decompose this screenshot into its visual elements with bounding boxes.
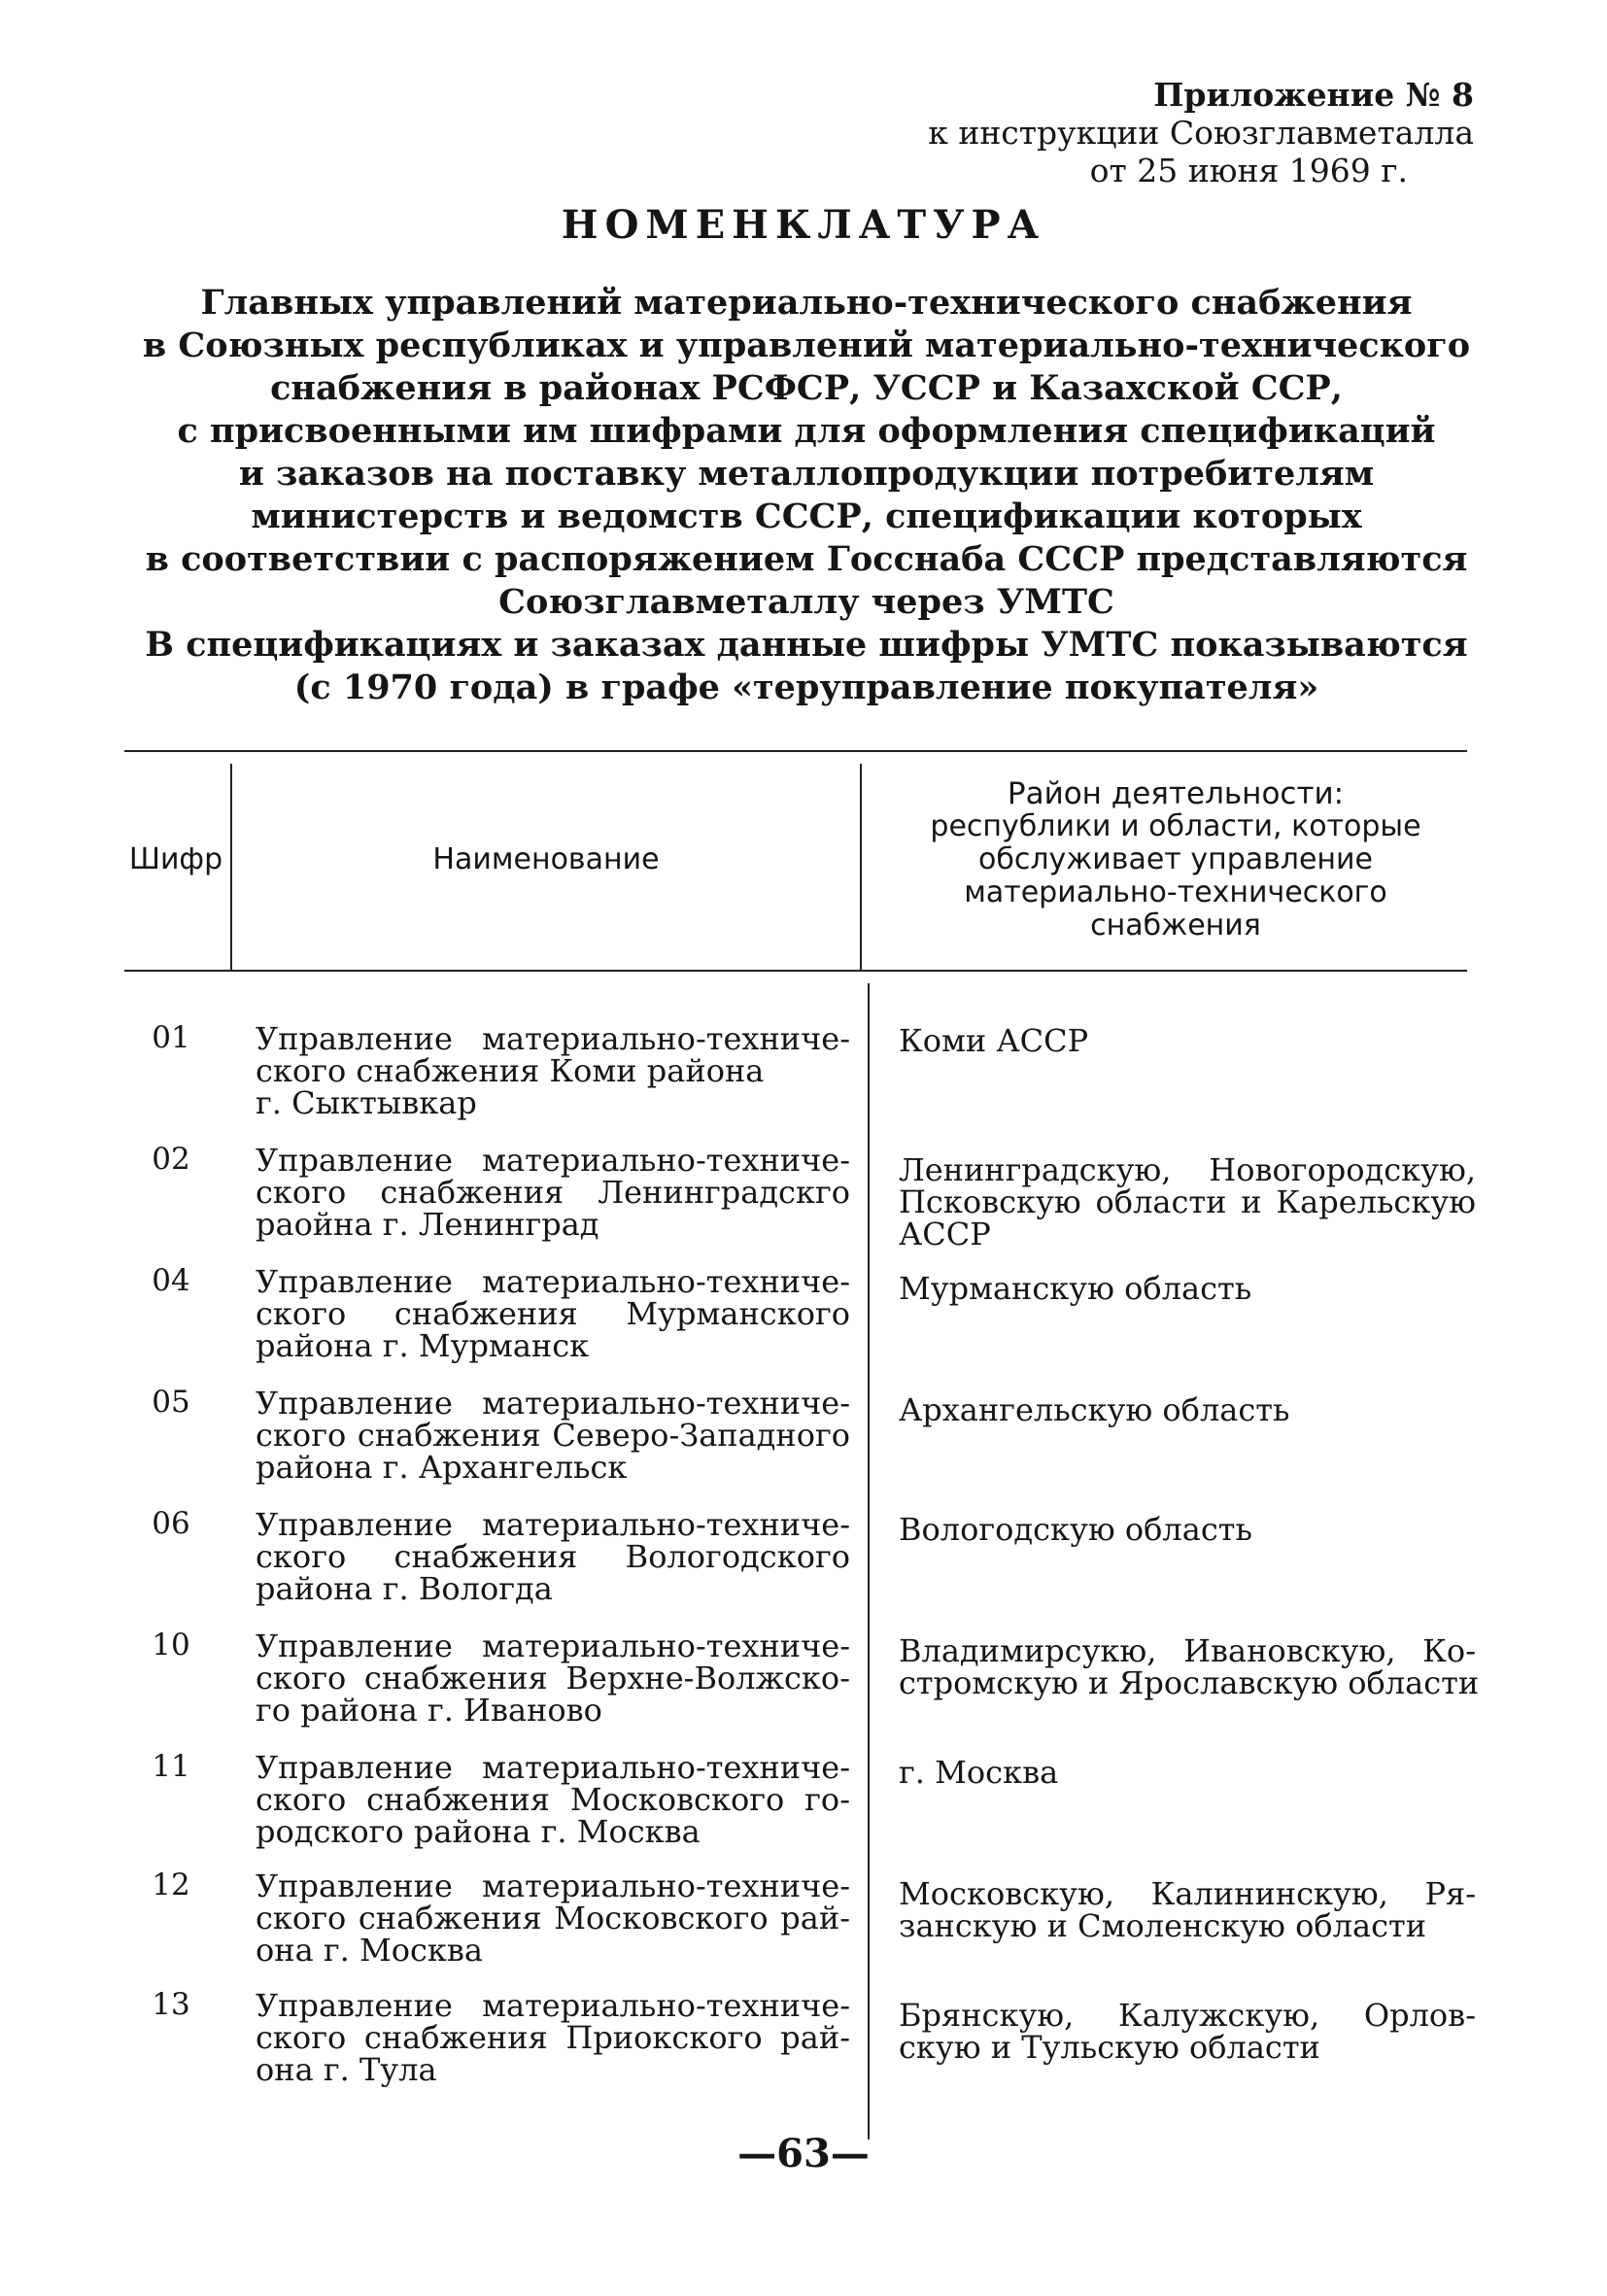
- document-subtitle: [136, 282, 1477, 709]
- region-line: г. Москва: [899, 1754, 1059, 1791]
- row-name: [256, 1020, 850, 1121]
- appendix-instruction: к инструкции Союзглавметалла: [928, 114, 1474, 152]
- subtitle-line: в Союзных республиках и управлений материально-технического: [142, 326, 1471, 365]
- appendix-date: от 25 июня 1969 г.: [1089, 152, 1408, 189]
- appendix-note: [928, 76, 1474, 189]
- row-name: [256, 1142, 850, 1243]
- name-line: ского снабжения Ленинградскго: [256, 1174, 850, 1211]
- name-line: района г. Вологда: [256, 1570, 553, 1607]
- region-line: стромскую и Ярославскую области: [899, 1664, 1480, 1701]
- region-line: занскую и Смоленскую области: [899, 1907, 1427, 1944]
- row-name: [256, 1630, 850, 1727]
- row-name: [256, 1385, 850, 1486]
- region-line: Владимирсукю, Ивановскую, Ко-: [899, 1632, 1476, 1669]
- region-line: Мурманскую область: [899, 1270, 1252, 1307]
- row-region: [899, 1632, 1480, 1701]
- name-line: Управление материально-техниче-: [256, 1628, 850, 1664]
- subtitle-line: В спецификациях и заказах данные шифры УМТС показываются: [145, 625, 1468, 665]
- row-region: [899, 1997, 1476, 2066]
- row-code: 12: [152, 1868, 190, 1902]
- name-line: раойна г. Ленинград: [256, 1206, 599, 1243]
- name-line: го района г. Иваново: [256, 1692, 602, 1729]
- region-line: Брянскую, Калужскую, Орлов-: [899, 1997, 1476, 2034]
- region-line: Коми АССР: [899, 1022, 1089, 1059]
- header-region-line: республики и области, которые: [930, 809, 1421, 843]
- region-line: Московскую, Калининскую, Ря-: [899, 1875, 1476, 1912]
- name-line: Управление материально-техниче-: [256, 1749, 850, 1786]
- name-line: ского снабжения Мурманского: [256, 1295, 850, 1332]
- row-name: [256, 1263, 850, 1364]
- header-code: Шифр: [128, 842, 223, 876]
- header-region: [874, 777, 1477, 942]
- subtitle-line: и заказов на поставку металлопродукции потребителям: [238, 454, 1375, 494]
- column-divider-body: [868, 983, 870, 2140]
- row-name: [256, 1987, 850, 2088]
- subtitle-line: снабжения в районах РСФСР, УССР и Казахской ССР,: [270, 368, 1343, 408]
- subtitle-line: министерств и ведомств СССР, спецификации которых: [251, 497, 1362, 536]
- row-region: [899, 1022, 1476, 1059]
- name-line: она г. Москва: [256, 1932, 483, 1969]
- row-region: [899, 1511, 1476, 1548]
- region-line: АССР: [899, 1216, 991, 1252]
- name-line: ского снабжения Северо-Западного: [256, 1417, 850, 1454]
- name-line: ского снабжения Московского рай-: [256, 1900, 850, 1936]
- row-name: [256, 1506, 850, 1607]
- subtitle-line: Главных управлений материально-технического снабжения: [200, 283, 1413, 323]
- name-line: ского снабжения Московского го-: [256, 1781, 850, 1818]
- row-name: [256, 1870, 850, 1967]
- name-line: Управление материально-техниче-: [256, 1263, 850, 1300]
- subtitle-line: с присвоенными им шифрами для оформления спецификаций: [177, 411, 1436, 451]
- region-line: скую и Тульскую области: [899, 2029, 1320, 2066]
- name-line: родского района г. Москва: [256, 1813, 701, 1850]
- table-top-rule: [124, 750, 1467, 752]
- table-header-rule: [124, 970, 1467, 972]
- row-code: 01: [152, 1020, 190, 1055]
- name-line: района г. Архангельск: [256, 1449, 628, 1486]
- row-code: 05: [152, 1385, 190, 1420]
- row-region: [899, 1754, 1476, 1791]
- region-line: Псковскую области и Карельскую: [899, 1183, 1476, 1220]
- name-line: ского снабжения Коми района: [256, 1052, 765, 1089]
- row-region: [899, 1270, 1476, 1307]
- region-line: Вологодскую область: [899, 1511, 1252, 1548]
- page-number: —63—: [737, 2131, 870, 2176]
- name-line: Управление материально-техниче-: [256, 1868, 850, 1904]
- row-region: [899, 1391, 1476, 1428]
- region-line: Архангельскую область: [899, 1391, 1290, 1428]
- name-line: района г. Мурманск: [256, 1327, 590, 1364]
- header-region-line: снабжения: [1090, 908, 1261, 942]
- document-title: НОМЕНКЛАТУРА: [561, 202, 1046, 248]
- column-divider-name: [860, 764, 862, 972]
- column-divider-code: [230, 764, 232, 972]
- name-line: Управление материально-техниче-: [256, 1020, 850, 1057]
- name-line: ского снабжения Приокского рай-: [256, 2019, 850, 2056]
- row-code: 11: [152, 1749, 190, 1784]
- row-region: [899, 1875, 1476, 1944]
- subtitle-line: в соответствии с распоряжением Госснаба СССР представляются: [145, 539, 1468, 579]
- name-line: Управление материально-техниче-: [256, 1142, 850, 1179]
- subtitle-line: Союзглавметаллу через УМТС: [498, 582, 1114, 622]
- name-line: ского снабжения Вологодского: [256, 1538, 850, 1575]
- region-line: Ленинградскую, Новогородскую,: [899, 1151, 1476, 1188]
- row-code: 02: [152, 1142, 190, 1177]
- header-region-line: обслуживает управление: [977, 842, 1373, 876]
- row-code: 10: [152, 1628, 190, 1662]
- name-line: Управление материально-техниче-: [256, 1506, 850, 1543]
- name-line: Управление материально-техниче-: [256, 1987, 850, 2024]
- header-region-line: материально-технического: [964, 875, 1387, 909]
- name-line: Управление материально-техниче-: [256, 1385, 850, 1422]
- subtitle-line: (с 1970 года) в графе «теруправление покупателя»: [293, 668, 1319, 707]
- row-region: [899, 1151, 1476, 1252]
- header-region-line: Район деятельности:: [1007, 776, 1345, 811]
- header-name: Наименование: [432, 842, 660, 876]
- row-code: 13: [152, 1987, 190, 2022]
- name-line: ского снабжения Верхне-Волжско-: [256, 1660, 850, 1696]
- row-code: 04: [152, 1263, 190, 1298]
- name-line: она г. Тула: [256, 2051, 437, 2088]
- row-name: [256, 1749, 850, 1850]
- appendix-number: Приложение № 8: [1153, 76, 1474, 114]
- row-code: 06: [152, 1506, 190, 1541]
- name-line: г. Сыктывкар: [256, 1084, 477, 1121]
